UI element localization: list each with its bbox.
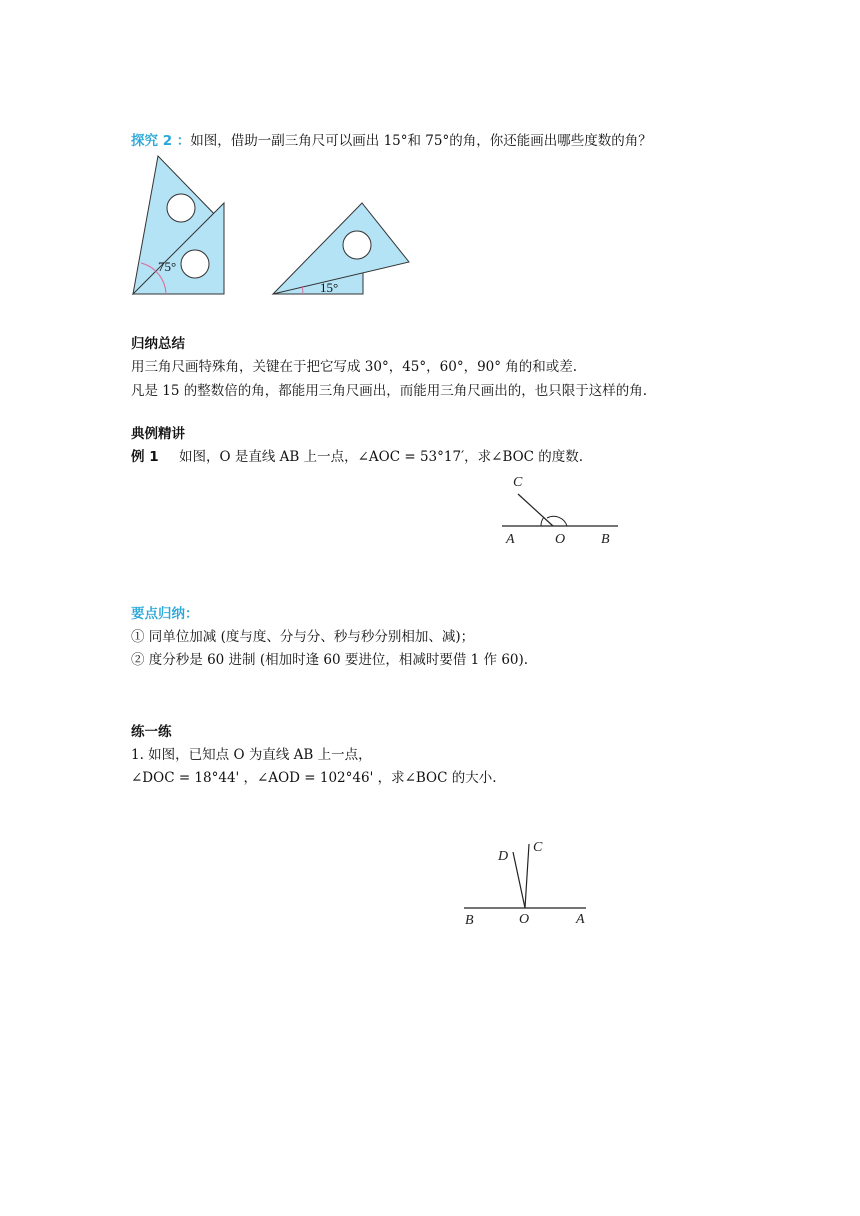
example-label: 例 1 [131,449,159,465]
explore-text: 如图，借助一副三角尺可以画出 15°和 75°的角，你还能画出哪些度数的角？ [190,133,652,149]
label-o: O [519,912,530,927]
ray-od [513,852,525,908]
keypoint-1: ① 同单位加减 (度与度、分与分、秒与秒分别相加、减)； [131,629,475,645]
label-c: C [513,475,523,490]
triangle-ruler-figure-75 [130,152,230,298]
label-b: B [601,532,610,547]
hole-upper [167,194,195,222]
ray-oc [525,844,529,908]
label-a: A [506,532,515,547]
label-b: B [465,913,474,928]
angle-arcs [541,516,567,526]
label-c: C [533,840,543,855]
angle-label-75: 75° [158,259,177,274]
practice-q1-line1: 1. 如图，已知点 O 为直线 AB 上一点， [131,747,372,763]
ray-oc [518,494,553,526]
explore-heading [131,129,652,149]
keypoint-2: ② 度分秒是 60 进制 (相加时逢 60 要进位，相减时要借 1 作 60). [131,652,529,668]
hole-tilted [343,231,371,259]
practice-q1-line2: ∠DOC = 18°44' ，∠AOD = 102°46' ，求∠BOC 的大小. [131,770,497,786]
label-o: O [555,532,566,547]
triangle-ruler-figure-15 [270,200,416,300]
example-text: 如图，O 是直线 AB 上一点，∠AOC = 53°17′，求∠BOC 的度数. [179,449,584,465]
explore-label: 探究 2 ： [131,133,191,149]
example-1 [131,445,583,465]
hole-lower [181,250,209,278]
summary-title: 归纳总结 [131,336,185,352]
label-a: A [576,912,585,927]
practice-title: 练一练 [131,724,172,740]
label-d: D [498,849,509,864]
example-line-figure [498,470,624,550]
example-title: 典例精讲 [131,426,185,442]
summary-line-1: 用三角尺画特殊角，关键在于把它写成 30°，45°，60°，90° 角的和或差. [131,359,578,375]
practice-line-figure [460,834,592,930]
angle-label-15: 15° [320,280,339,295]
keypoints-title: 要点归纳： [131,606,199,622]
summary-line-2: 凡是 15 的整数倍的角，都能用三角尺画出，而能用三角尺画出的，也只限于这样的角. [131,383,648,399]
